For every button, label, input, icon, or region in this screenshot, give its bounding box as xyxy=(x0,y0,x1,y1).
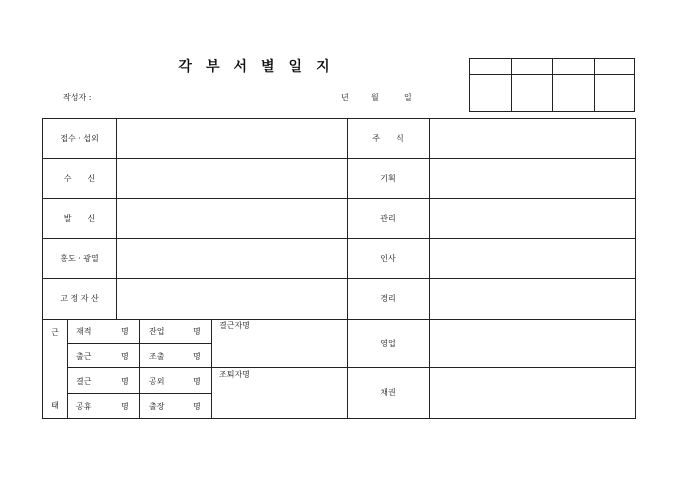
row-label-utilities: 홍도 · 광열 xyxy=(60,254,99,263)
table-line xyxy=(43,158,635,159)
title-char: 각 xyxy=(178,59,194,75)
attendance-item-holiday: 공휴 xyxy=(76,402,92,411)
title-char: 부 xyxy=(205,59,222,75)
row-label-receivables: 채권 xyxy=(380,388,396,397)
attendance-item-early-shift: 조출 xyxy=(149,352,165,361)
month-label: 월 xyxy=(371,93,379,102)
attendance-unit: 명 xyxy=(193,402,201,411)
title-char: 일 xyxy=(288,59,305,75)
attendance-unit: 명 xyxy=(121,327,129,336)
row-label-incoming: 수 신 xyxy=(63,174,96,183)
table-line xyxy=(43,278,635,279)
table-line xyxy=(67,393,211,394)
form-table xyxy=(42,118,636,419)
row-label-stock: 주 식 xyxy=(372,134,404,143)
row-label-reception: 접수 · 섭외 xyxy=(60,134,99,143)
title-char: 지 xyxy=(316,59,332,75)
attendance-unit: 명 xyxy=(121,402,129,411)
attendance-item-present: 출근 xyxy=(76,352,92,361)
row-label-personnel: 인사 xyxy=(380,254,396,263)
row-label-management: 관리 xyxy=(380,214,396,223)
grid-line xyxy=(552,59,553,111)
attendance-unit: 명 xyxy=(193,352,201,361)
absent-names-label: 결근자명 xyxy=(219,321,250,330)
attendance-item-absent: 결근 xyxy=(76,377,92,386)
attendance-unit: 명 xyxy=(121,352,129,361)
early-leave-names-label: 조퇴자명 xyxy=(219,370,250,379)
table-line xyxy=(43,198,635,199)
attendance-item-overtime: 잔업 xyxy=(149,327,165,336)
grid-line xyxy=(470,74,634,75)
year-label: 년 xyxy=(341,93,349,102)
row-label-planning: 기획 xyxy=(380,174,396,183)
grid-line xyxy=(594,59,595,111)
attendance-item-business-trip: 출장 xyxy=(149,402,165,411)
row-label-accounting: 경리 xyxy=(380,294,396,303)
author-label: 작성자 : xyxy=(63,93,92,102)
attendance-unit: 명 xyxy=(193,377,201,386)
attendance-side-top: 근 xyxy=(51,328,59,337)
table-line xyxy=(211,319,212,418)
row-label-outgoing: 발 신 xyxy=(63,214,96,223)
attendance-side-bottom: 태 xyxy=(51,401,59,410)
approval-grid xyxy=(469,58,635,112)
table-line xyxy=(139,319,140,418)
attendance-unit: 명 xyxy=(121,377,129,386)
table-line xyxy=(116,119,117,319)
page-title xyxy=(150,56,360,76)
day-label: 일 xyxy=(404,93,412,102)
grid-line xyxy=(511,59,512,111)
row-label-sales: 영업 xyxy=(380,339,396,348)
table-line xyxy=(67,319,68,418)
attendance-item-enrolled: 재적 xyxy=(76,327,92,336)
row-label-fixed-assets: 고 정 자 산 xyxy=(60,294,99,303)
title-char: 서 xyxy=(233,59,249,75)
table-line xyxy=(67,343,211,344)
attendance-unit: 명 xyxy=(193,327,201,336)
attendance-item-official-out: 공외 xyxy=(149,377,165,386)
table-line xyxy=(347,119,348,418)
title-char: 별 xyxy=(261,59,277,75)
table-line xyxy=(43,238,635,239)
table-line xyxy=(429,119,430,418)
table-line xyxy=(43,319,635,320)
table-line xyxy=(67,367,635,368)
